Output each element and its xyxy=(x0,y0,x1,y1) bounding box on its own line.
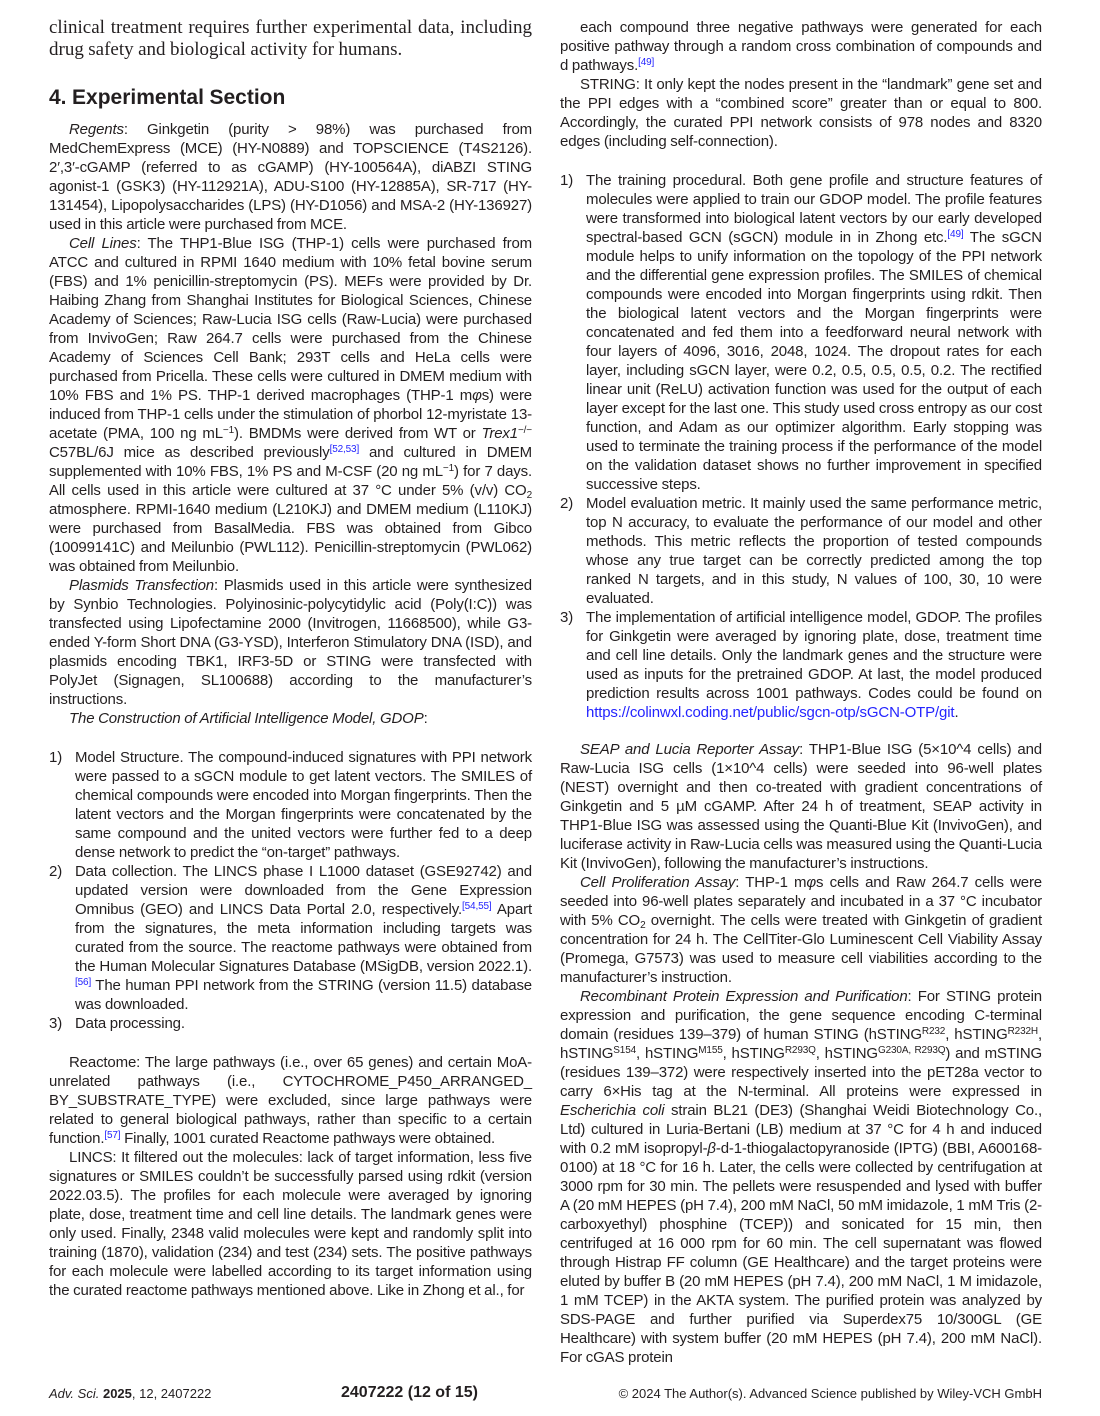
text-run: Model evaluation metric. It mainly used the same performance metric, top N accuracy, to evaluate the performance of our model and other methods. This metric reflects the proportion of tested compounds whose any true target can be correctly predicted among the top ranked N targets, and in this study, N values of 100, 30, 10 were evaluated. xyxy=(586,495,1042,607)
text-run: The human PPI network from the STRING (version 11.5) database was downloaded. xyxy=(75,977,532,1013)
paragraph xyxy=(560,873,1042,987)
text-run: S154 xyxy=(613,1045,637,1056)
text-run: Regents xyxy=(69,121,124,138)
citation-footer xyxy=(49,1384,211,1404)
text-run: ) for 7 days. All cells used in this article were cultured at 37 °C under 5% (v/v) CO xyxy=(49,463,532,499)
list-number: 1) xyxy=(49,749,63,766)
paragraph xyxy=(49,120,532,234)
citation-ref[interactable]: [54,55] xyxy=(462,901,492,912)
text-run: LINCS: It filtered out the molecules: lack of target information, less five signatures or SMILES couldn’t be successfully parsed using rdkit (version 2022.03.5). The profiles for each molecule were averaged by ignoring plate, dose, treatment time and cell line details. The landmark genes were only used. Finally, 2348 valid molecules were kept and randomly split into training (1870), validation (234) and test (234) sets. The positive pathways for each molecule were labelled according to its target information using the curated reactome pathways mentioned above. Like in Zhong et al., for xyxy=(49,1149,532,1299)
text-run: clinical treatment requires further experimental data, including drug safety and biological activity for humans. xyxy=(49,17,532,60)
text-run: Finally, 1001 curated Reactome pathways were obtained. xyxy=(120,1130,496,1147)
text-run: ). BMDMs were derived from WT or xyxy=(234,425,482,442)
text-run: Reactome: The large pathways (i.e., over 65 genes) and certain MoA-unrelated pathways (i.e., CYTOCHROME_P450_ARRANGED_ BY_SUBSTRATE_TYPE) were excluded, since large pathways were related to general biological pathways, rather than specific to a certain function. xyxy=(49,1054,532,1147)
text-run: Cell Proliferation Assay xyxy=(580,874,736,891)
citation-ref[interactable]: [49] xyxy=(638,57,655,68)
text-run: −1 xyxy=(222,425,234,436)
text-run: M155 xyxy=(698,1045,723,1056)
text-run: SEAP and Lucia Reporter Assay xyxy=(580,741,800,758)
text-run: The implementation of artificial intelligence model, GDOP. The profiles for Ginkgetin were averaged by ignoring plate, dose, treatment time and cell line details. Only the landmark genes and the structure were used as inputs for the pretrained GDOP. At last, the model produced prediction results across 1001 pathways. Codes could be found on xyxy=(586,609,1042,702)
citation-ref[interactable]: [52,53] xyxy=(329,444,360,455)
text-run: , hSTING xyxy=(560,1026,1043,1062)
text-run: β xyxy=(707,1140,716,1157)
text-run: : THP1-Blue ISG (5×10^4 cells) and Raw-Lucia ISG cells (1×10^4 cells) were seeded into 96-well plates (NEST) overnight and then co-treated with gradient concentrations of Ginkgetin and 5 µM cGAMP. After 24 h of treatment, SEAP activity in THP1-Blue ISG was assessed using the Quanti-Blue Kit (InvivoGen), and luciferase activity in Raw-Lucia cells was measured using the Quanti-Lucia Kit (InvivoGen), following the manufacturer’s instructions. xyxy=(560,741,1042,872)
text-run: R232 xyxy=(921,1026,946,1037)
text-run: −/− xyxy=(517,425,532,436)
citation-ref[interactable]: [57] xyxy=(104,1130,121,1141)
list-item xyxy=(49,1014,532,1033)
text-run: Apart from the signatures, the meta information including targets was curated from the source. The reactome pathways were obtained from the Human Molecular Signatures Database (MSigDB, version 2022.1). xyxy=(75,901,532,975)
text-run: STRING: It only kept the nodes present in the “landmark” gene set and the PPI edges with a “combined score” greater than or equal to 800. Accordingly, the curated PPI network consists of 978 nodes and 8320 edges (including self-connection). xyxy=(560,76,1042,150)
numbered-list xyxy=(49,748,532,1033)
citation-ref[interactable]: [56] xyxy=(75,977,92,988)
list-item xyxy=(560,494,1042,608)
text-run: Plasmids Transfection xyxy=(69,577,214,594)
text-run: Model Structure. The compound-induced signatures with PPI network were passed to a sGCN module to get latent vectors. The SMILES of chemical compounds were encoded into Morgan fingerprints. Then the latent vectors and the Morgan fingerprints were concatenated by the same compound and the united vectors were further fed to a deep dense network to predict the “on-target” pathways. xyxy=(75,749,532,861)
text-run: , hSTING xyxy=(815,1045,878,1062)
copyright: © 2024 The Author(s). Advanced Science published by Wiley-VCH GmbH xyxy=(618,1386,1042,1401)
text-run: −1 xyxy=(442,463,455,474)
text-run: each compound three negative pathways were generated for each positive pathway through a random cross combination of compounds and d pathways. xyxy=(560,19,1042,74)
list-item xyxy=(560,608,1042,722)
text-run: R293Q xyxy=(784,1045,816,1056)
text-run: overnight. The cells were treated with Ginkgetin of gradient concentration for 24 h. The CellTiter-Glo Luminescent Cell Viability Assay (Promega, G7573) was used to measure cell viabilities according to the manufacturer’s instruction. xyxy=(560,912,1042,986)
paragraph xyxy=(560,75,1042,151)
paragraph-group xyxy=(49,1053,532,1300)
text-run: : The THP1-Blue ISG (THP-1) cells were purchased from ATCC and cultured in RPMI 1640 medium with 10% fetal bovine serum (FBS) and 1% penicillin-streptomycin (PS). MEFs were provided by Dr. Haibing Zhang from Shanghai Institutes for Biological Sciences, Chinese Academy of Sciences; Raw-Lucia ISG cells (Raw-Lucia) were purchased from InvivoGen; Raw 264.7 cells were purchased from the Chinese Academy of Sciences Cell Bank; 293T cells and HeLa cells were purchased from Pricella. These cells were cultured in DMEM medium with 10% FBS and 1% PS. THP-1 derived macrophages (THP-1 m xyxy=(49,235,532,404)
text-run: The Construction of Artificial Intelligence Model, GDOP xyxy=(69,710,424,727)
list-number: 3) xyxy=(560,609,574,626)
text-run: R232H xyxy=(1007,1026,1038,1037)
text-run: atmosphere. RPMI-1640 medium (L210KJ) and DMEM medium (L110KJ) were purchased from BasalMedia. FBS was obtained from Gibco (10099141C) and Meilunbio (PWL112). Penicillin-streptomycin (PWL062) was obtained from Meilunbio. xyxy=(49,501,532,575)
paragraph xyxy=(560,987,1042,1367)
text-run: Trex1 xyxy=(481,425,518,442)
text-run: Data collection. The LINCS phase I L1000 dataset (GSE92742) and updated version were downloaded from the Gene Expression Omnibus (GEO) and LINCS Data Portal 2.0, respectively. xyxy=(75,863,532,918)
section-heading: 4. Experimental Section xyxy=(49,86,286,109)
text-run: Recombinant Protein Expression and Purification xyxy=(580,988,908,1005)
paragraph-group xyxy=(560,18,1042,151)
text-run: Cell Lines xyxy=(69,235,137,252)
text-run: : Ginkgetin (purity > 98%) was purchased from MedChemExpress (MCE) (HY-N0889) and TOPSCIENCE (T4S2126). 2′,3′-cGAMP (referred to as cGAMP) (HY-100564A), diABZI STING agonist-1 (GSK3) (HY-112921A), ADU-S100 (HY-12885A), SR-717 (HY-131454), Lipopolysaccharides (LPS) (HY-D1056) and MSA-2 (HY-136927) used in this article were purchased from MCE. xyxy=(49,121,532,233)
text-run: : xyxy=(423,710,428,727)
paragraph xyxy=(49,709,532,728)
text-run: The sGCN module helps to unify information on the topology of the PPI network and the differential gene expression profiles. The SMILES of chemical compounds were encoded into Morgan fingerprints using rdkit. Then the biological latent vectors and the Morgan fingerprints were concatenated and fed them into a feedforward neural network with four layers of 4096, 3016, 2048, 1024. The dropout rates for each layer, including sGCN layer, were 0.2, 0.5, 0.5, 0.5, 0.2. The rectified linear unit (ReLU) activation function was used for the output of each layer except for the last one. This study used cross entropy as our cost function, and Adam as our optimizer algorithm. Early stopping was used to terminate the training process if the performance of the model on the validation dataset shows no further improvement in specified successive steps. xyxy=(586,229,1042,493)
right-column xyxy=(560,0,1042,1367)
list-number: 2) xyxy=(49,863,63,880)
text-run: s) were induced from THP-1 cells under the stimulation of phorbol 12-myristate 13-acetate (PMA, 100 ng mL xyxy=(49,387,532,442)
list-number: 1) xyxy=(560,172,574,189)
page-footer xyxy=(0,1383,1100,1405)
preceding-paragraph xyxy=(49,17,532,61)
text-run: : For STING protein expression and purification, the gene sequence encoding C-terminal domain (residues 139–379) of human STING (hSTING xyxy=(560,988,1042,1043)
paragraph xyxy=(560,740,1042,873)
list-item xyxy=(49,862,532,1014)
list-number: 3) xyxy=(49,1015,63,1032)
text-run: and cultured in DMEM supplemented with 10% FBS, 1% PS and M-CSF (20 ng mL xyxy=(49,444,532,480)
text-run: , hSTING xyxy=(722,1045,785,1062)
text-run: Escherichia coli xyxy=(560,1102,665,1119)
text-run: C57BL/6J mice as described previously xyxy=(49,444,330,461)
citation-ref[interactable]: [49] xyxy=(947,229,964,240)
paragraph xyxy=(49,576,532,709)
page-number: 2407222 (12 of 15) xyxy=(341,1384,478,1401)
text-run: 2 xyxy=(640,920,646,931)
list-item xyxy=(49,748,532,862)
paragraph-group xyxy=(49,120,532,728)
text-run: φ xyxy=(472,387,482,404)
year: 2025 xyxy=(102,1386,132,1401)
text-run: ) and mSTING (residues 139–372) were respectively inserted into the pET28a vector to carry 6×His tag at the N-terminal. All proteins were expressed in xyxy=(560,1045,1043,1100)
journal-name: Adv. Sci. xyxy=(49,1386,100,1401)
list-number: 2) xyxy=(560,495,574,512)
paragraph xyxy=(560,18,1042,75)
text-run: : THP-1 m xyxy=(735,874,807,891)
text-run: -d-1-thiogalactopyranoside (IPTG) (BBI, A600168-0100) at 18 °C for 16 h. Later, the cells were collected by centrifugation at 3000 rpm for 30 min. The pellets were resuspended and lysed with buffer A (20 mM HEPES (pH 7.4), 200 mM NaCl, 50 mM imidazole, 1 mM Tris (2-carboxyethyl) phosphine (TCEP)) and sonicated for 15 min, then centrifuged at 16 000 rpm for 60 min. The cell supernatant was flowed through Histrap FF column (GE Healthcare) and the target proteins were eluted by buffer B (20 mM HEPES (pH 7.4), 200 mM NaCl, 1 M imidazole, 1 mM TCEP) in the AKTA system. The purified protein was analyzed by SDS-PAGE and further purified via Superdex75 10/300GL (GE Healthcare) with system buffer (20 mM HEPES (pH 7.4), 200 mM NaCl). For cGAS protein xyxy=(560,1140,1042,1366)
text-run: strain BL21 (DE3) (Shanghai Weidi Biotechnology Co., Ltd) cultured in Luria-Bertani (LB) medium at 37 °C for 4 h and induced with 0.2 mM isopropyl- xyxy=(560,1102,1042,1157)
text-run: Data processing. xyxy=(75,1015,185,1032)
code-link[interactable]: https://colinwxl.coding.net/public/sgcn-otp/sGCN-OTP/git xyxy=(586,704,955,721)
list-item xyxy=(560,171,1042,494)
text-run: : Plasmids used in this article were synthesized by Synbio Technologies. Polyinosinic-polycytidylic acid (Poly(I:C)) was transfected using Lipofectamine 2000 (Invitrogen, 11668500), while G3-ended Y-form Short DNA (G3-YSD), Interferon Stimulatory DNA (ISD), and plasmids encoding TBK1, IRF3-5D or STING were transfected with PolyJet (Signagen, SL100688) according to the manufacturer’s instructions. xyxy=(49,577,533,708)
text-run: G230A, R293Q xyxy=(877,1045,946,1056)
text-run: . xyxy=(954,704,959,721)
text-run: φ xyxy=(806,874,817,891)
text-run: s cells and Raw 264.7 cells were seeded into 96-well plates separately and incubated in a 37 °C incubator with 5% CO xyxy=(560,874,1042,929)
text-run: , hSTING xyxy=(636,1045,699,1062)
paragraph xyxy=(49,1148,532,1300)
text-run: The training procedural. Both gene profile and structure features of molecules were applied to train our GDOP model. The profile features were transformed into biological latent vectors by our early developed spectral-based GCN (sGCN) module in in Zhong etc. xyxy=(586,172,1042,246)
volume-article: , 12, 2407222 xyxy=(131,1386,212,1401)
left-column xyxy=(49,0,532,1300)
paragraph xyxy=(49,1053,532,1148)
text-run: , hSTING xyxy=(945,1026,1008,1043)
numbered-list xyxy=(560,171,1042,722)
paragraph-group xyxy=(560,740,1042,1367)
paragraph xyxy=(49,234,532,576)
text-run: 2 xyxy=(526,490,532,501)
